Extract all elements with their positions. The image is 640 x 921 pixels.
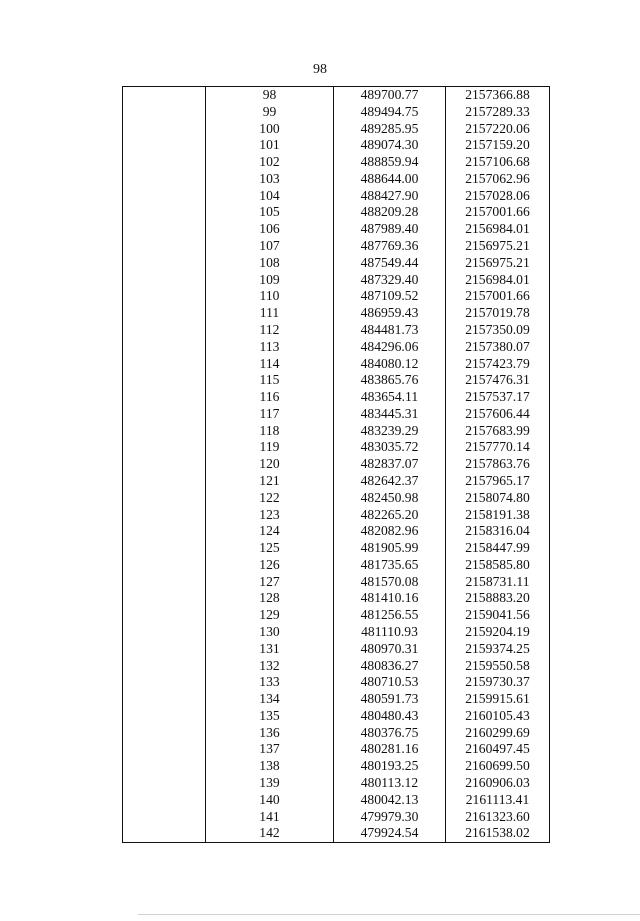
y-coordinate-cell: 2160699.50 [446,758,550,775]
y-coordinate-cell: 2157220.06 [446,121,550,138]
table-row [123,238,550,255]
empty-cell [123,356,206,373]
empty-cell [123,590,206,607]
table-row [123,406,550,423]
x-coordinate-cell: 484481.73 [334,322,446,339]
x-coordinate-cell: 482265.20 [334,507,446,524]
y-coordinate-cell: 2159374.25 [446,641,550,658]
table-row [123,154,550,171]
empty-cell [123,322,206,339]
x-coordinate-cell: 489074.30 [334,137,446,154]
point-number-cell: 136 [206,725,334,742]
y-coordinate-cell: 2157062.96 [446,171,550,188]
empty-cell [123,792,206,809]
table-row [123,674,550,691]
x-coordinate-cell: 479924.54 [334,825,446,842]
x-coordinate-cell: 483035.72 [334,439,446,456]
x-coordinate-cell: 487989.40 [334,221,446,238]
empty-cell [123,507,206,524]
table-row [123,121,550,138]
point-number-cell: 133 [206,674,334,691]
table-row [123,137,550,154]
y-coordinate-cell: 2157380.07 [446,339,550,356]
table-row [123,473,550,490]
table-row [123,439,550,456]
empty-cell [123,204,206,221]
x-coordinate-cell: 481110.93 [334,624,446,641]
empty-cell [123,439,206,456]
x-coordinate-cell: 484080.12 [334,356,446,373]
y-coordinate-cell: 2160105.43 [446,708,550,725]
y-coordinate-cell: 2158074.80 [446,490,550,507]
point-number-cell: 118 [206,423,334,440]
y-coordinate-cell: 2157019.78 [446,305,550,322]
y-coordinate-cell: 2157683.99 [446,423,550,440]
empty-cell [123,339,206,356]
y-coordinate-cell: 2158191.38 [446,507,550,524]
empty-cell [123,104,206,121]
x-coordinate-cell: 481735.65 [334,557,446,574]
y-coordinate-cell: 2158883.20 [446,590,550,607]
point-number-cell: 128 [206,590,334,607]
empty-cell [123,775,206,792]
point-number-cell: 108 [206,255,334,272]
point-number-cell: 124 [206,523,334,540]
y-coordinate-cell: 2158447.99 [446,540,550,557]
point-number-cell: 140 [206,792,334,809]
x-coordinate-cell: 481570.08 [334,574,446,591]
x-coordinate-cell: 482642.37 [334,473,446,490]
empty-cell [123,456,206,473]
table-row [123,540,550,557]
empty-cell [123,423,206,440]
x-coordinate-cell: 488209.28 [334,204,446,221]
table-row [123,725,550,742]
y-coordinate-cell: 2157159.20 [446,137,550,154]
point-number-cell: 115 [206,372,334,389]
table-row [123,523,550,540]
table-row [123,624,550,641]
point-number-cell: 116 [206,389,334,406]
point-number-cell: 132 [206,658,334,675]
empty-cell [123,389,206,406]
x-coordinate-cell: 480113.12 [334,775,446,792]
table-row [123,825,550,842]
table-row [123,389,550,406]
table-row [123,272,550,289]
point-number-cell: 139 [206,775,334,792]
empty-cell [123,154,206,171]
point-number-cell: 117 [206,406,334,423]
x-coordinate-cell: 483239.29 [334,423,446,440]
scan-edge-line [138,914,640,915]
table-row [123,641,550,658]
table-row [123,204,550,221]
y-coordinate-cell: 2157606.44 [446,406,550,423]
y-coordinate-cell: 2157350.09 [446,322,550,339]
x-coordinate-cell: 487109.52 [334,288,446,305]
x-coordinate-cell: 482082.96 [334,523,446,540]
y-coordinate-cell: 2156984.01 [446,272,550,289]
table-row [123,372,550,389]
table-row [123,305,550,322]
table-row [123,557,550,574]
y-coordinate-cell: 2156984.01 [446,221,550,238]
table-row [123,775,550,792]
table-row [123,288,550,305]
empty-cell [123,137,206,154]
empty-cell [123,540,206,557]
empty-cell [123,741,206,758]
y-coordinate-cell: 2159915.61 [446,691,550,708]
y-coordinate-cell: 2157001.66 [446,288,550,305]
table-row [123,574,550,591]
point-number-cell: 142 [206,825,334,842]
y-coordinate-cell: 2157423.79 [446,356,550,373]
empty-cell [123,825,206,842]
point-number-cell: 134 [206,691,334,708]
y-coordinate-cell: 2159550.58 [446,658,550,675]
point-number-cell: 129 [206,607,334,624]
point-number-cell: 101 [206,137,334,154]
table-row [123,658,550,675]
table-row [123,607,550,624]
empty-cell [123,171,206,188]
x-coordinate-cell: 481410.16 [334,590,446,607]
empty-cell [123,473,206,490]
table-row [123,809,550,826]
x-coordinate-cell: 489494.75 [334,104,446,121]
empty-cell [123,809,206,826]
point-number-cell: 121 [206,473,334,490]
y-coordinate-cell: 2156975.21 [446,255,550,272]
empty-cell [123,238,206,255]
empty-cell [123,272,206,289]
empty-cell [123,557,206,574]
x-coordinate-cell: 487549.44 [334,255,446,272]
y-coordinate-cell: 2161538.02 [446,825,550,842]
table-row [123,507,550,524]
point-number-cell: 111 [206,305,334,322]
y-coordinate-cell: 2160299.69 [446,725,550,742]
x-coordinate-cell: 481905.99 [334,540,446,557]
point-number-cell: 110 [206,288,334,305]
empty-cell [123,624,206,641]
x-coordinate-cell: 488427.90 [334,188,446,205]
point-number-cell: 105 [206,204,334,221]
table-row [123,423,550,440]
x-coordinate-cell: 488644.00 [334,171,446,188]
x-coordinate-cell: 486959.43 [334,305,446,322]
point-number-cell: 107 [206,238,334,255]
y-coordinate-cell: 2161113.41 [446,792,550,809]
x-coordinate-cell: 480193.25 [334,758,446,775]
x-coordinate-cell: 483654.11 [334,389,446,406]
table-row [123,188,550,205]
y-coordinate-cell: 2157366.88 [446,87,550,104]
y-coordinate-cell: 2159730.37 [446,674,550,691]
table-row [123,322,550,339]
y-coordinate-cell: 2158585.80 [446,557,550,574]
y-coordinate-cell: 2157028.06 [446,188,550,205]
coordinate-table-body [123,87,550,843]
point-number-cell: 141 [206,809,334,826]
x-coordinate-cell: 480970.31 [334,641,446,658]
table-row [123,490,550,507]
y-coordinate-cell: 2157537.17 [446,389,550,406]
y-coordinate-cell: 2160497.45 [446,741,550,758]
point-number-cell: 109 [206,272,334,289]
table-row [123,758,550,775]
x-coordinate-cell: 480281.16 [334,741,446,758]
point-number-cell: 131 [206,641,334,658]
table-row [123,741,550,758]
y-coordinate-cell: 2157770.14 [446,439,550,456]
empty-cell [123,490,206,507]
x-coordinate-cell: 487329.40 [334,272,446,289]
point-number-cell: 123 [206,507,334,524]
point-number-cell: 119 [206,439,334,456]
point-number-cell: 99 [206,104,334,121]
empty-cell [123,725,206,742]
empty-cell [123,658,206,675]
y-coordinate-cell: 2157289.33 [446,104,550,121]
empty-cell [123,691,206,708]
y-coordinate-cell: 2157965.17 [446,473,550,490]
empty-cell [123,607,206,624]
x-coordinate-cell: 483865.76 [334,372,446,389]
point-number-cell: 130 [206,624,334,641]
table-row [123,255,550,272]
x-coordinate-cell: 480480.43 [334,708,446,725]
y-coordinate-cell: 2157863.76 [446,456,550,473]
table-row [123,104,550,121]
point-number-cell: 112 [206,322,334,339]
x-coordinate-cell: 482450.98 [334,490,446,507]
y-coordinate-cell: 2157476.31 [446,372,550,389]
point-number-cell: 100 [206,121,334,138]
point-number-cell: 126 [206,557,334,574]
x-coordinate-cell: 489285.95 [334,121,446,138]
table-row [123,691,550,708]
table-row [123,356,550,373]
empty-cell [123,188,206,205]
x-coordinate-cell: 484296.06 [334,339,446,356]
point-number-cell: 120 [206,456,334,473]
y-coordinate-cell: 2159041.56 [446,607,550,624]
table-row [123,87,550,104]
empty-cell [123,372,206,389]
point-number-cell: 125 [206,540,334,557]
point-number-cell: 106 [206,221,334,238]
x-coordinate-cell: 480376.75 [334,725,446,742]
y-coordinate-cell: 2156975.21 [446,238,550,255]
point-number-cell: 127 [206,574,334,591]
x-coordinate-cell: 479979.30 [334,809,446,826]
empty-cell [123,121,206,138]
empty-cell [123,406,206,423]
empty-cell [123,758,206,775]
point-number-cell: 122 [206,490,334,507]
empty-cell [123,221,206,238]
y-coordinate-cell: 2158731.11 [446,574,550,591]
empty-cell [123,641,206,658]
empty-cell [123,574,206,591]
point-number-cell: 102 [206,154,334,171]
empty-cell [123,523,206,540]
point-number-cell: 104 [206,188,334,205]
y-coordinate-cell: 2158316.04 [446,523,550,540]
y-coordinate-cell: 2157106.68 [446,154,550,171]
y-coordinate-cell: 2160906.03 [446,775,550,792]
point-number-cell: 137 [206,741,334,758]
table-row [123,221,550,238]
coordinate-table [122,86,550,843]
table-row [123,792,550,809]
y-coordinate-cell: 2157001.66 [446,204,550,221]
point-number-cell: 98 [206,87,334,104]
empty-cell [123,87,206,104]
empty-cell [123,255,206,272]
empty-cell [123,708,206,725]
table-row [123,171,550,188]
y-coordinate-cell: 2161323.60 [446,809,550,826]
point-number-cell: 138 [206,758,334,775]
point-number-cell: 103 [206,171,334,188]
table-row [123,590,550,607]
point-number-cell: 114 [206,356,334,373]
point-number-cell: 135 [206,708,334,725]
table-row [123,708,550,725]
table-row [123,456,550,473]
x-coordinate-cell: 480710.53 [334,674,446,691]
x-coordinate-cell: 481256.55 [334,607,446,624]
empty-cell [123,288,206,305]
x-coordinate-cell: 480042.13 [334,792,446,809]
x-coordinate-cell: 480836.27 [334,658,446,675]
x-coordinate-cell: 488859.94 [334,154,446,171]
x-coordinate-cell: 483445.31 [334,406,446,423]
x-coordinate-cell: 482837.07 [334,456,446,473]
y-coordinate-cell: 2159204.19 [446,624,550,641]
empty-cell [123,305,206,322]
x-coordinate-cell: 489700.77 [334,87,446,104]
x-coordinate-cell: 487769.36 [334,238,446,255]
table-row [123,339,550,356]
empty-cell [123,674,206,691]
page-number: 98 [313,62,327,77]
point-number-cell: 113 [206,339,334,356]
x-coordinate-cell: 480591.73 [334,691,446,708]
